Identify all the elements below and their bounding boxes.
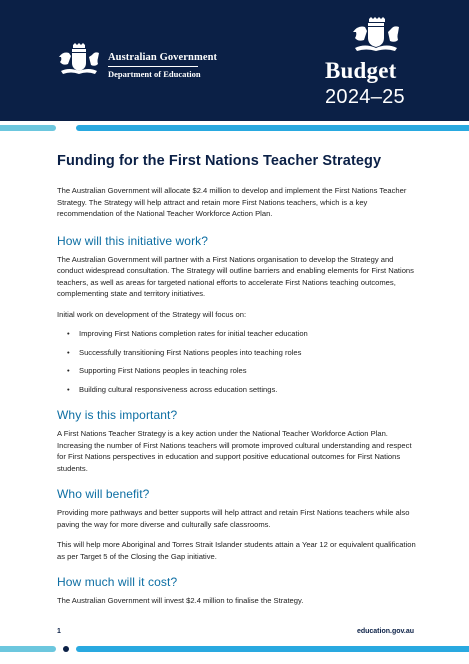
document-title: Funding for the First Nations Teacher Strategy bbox=[57, 153, 382, 169]
section-paragraph: The Australian Government will partner with a First Nations organisation to develop the Strategy and conduct widespread consultation. The Strategy will outline barriers and enabling elements for First Nations teachers, as well as areas for targeted national efforts to accelerate First Nations teaching outcomes, complementing state and territory initiatives. bbox=[57, 254, 414, 298]
list-item: • Improving First Nations completion rates for initial teacher education bbox=[67, 329, 308, 338]
band-segment-right bbox=[76, 125, 469, 131]
budget-crest-icon bbox=[351, 16, 401, 56]
document-body bbox=[57, 153, 417, 620]
list-item: • Supporting First Nations peoples in teaching roles bbox=[67, 366, 247, 375]
intro-paragraph: The Australian Government will allocate $2.4 million to develop and implement the First Nations Teacher Strategy. The Strategy will help attract and retain more First Nations teachers, which is a key recommendation of the National Teacher Workforce Action Plan. bbox=[57, 186, 407, 218]
list-item: • Successfully transitioning First Nations peoples into teaching roles bbox=[67, 347, 302, 357]
budget-year: 2024–25 bbox=[325, 86, 405, 108]
section-paragraph: The Australian Government will invest $2.4 million to finalise the Strategy. bbox=[57, 596, 304, 605]
wordmark-divider bbox=[108, 66, 198, 67]
section-how-it-works bbox=[57, 234, 417, 396]
bullet-icon: • bbox=[67, 366, 70, 375]
band-segment-left bbox=[0, 646, 56, 652]
section-heading: Why is this important? bbox=[57, 408, 178, 422]
section-heading: How will this initiative work? bbox=[57, 233, 209, 248]
section-heading: How much will it cost? bbox=[57, 575, 178, 589]
band-dot bbox=[63, 125, 69, 131]
footer-url-link[interactable]: education.gov.au bbox=[356, 628, 414, 635]
top-decorative-band bbox=[0, 125, 469, 131]
bullet-icon: • bbox=[67, 329, 70, 338]
section-why-important bbox=[57, 408, 417, 474]
section-heading: Who will benefit? bbox=[57, 487, 150, 501]
band-segment-left bbox=[0, 125, 56, 131]
focus-list bbox=[57, 328, 417, 395]
band-segment-right bbox=[76, 646, 469, 652]
bullet-icon: • bbox=[67, 347, 70, 357]
band-dot bbox=[63, 646, 69, 652]
section-cost bbox=[57, 575, 417, 607]
section-paragraph: A First Nations Teacher Strategy is a key action under the National Teacher Workforce Action Plan. Increasing the number of First Nations teachers will promote improved cultural understanding and respect for First Nations perspectives in education and support positive educational outcomes for First Nations students. bbox=[57, 429, 412, 473]
budget-title: Budget bbox=[325, 58, 397, 83]
page-number: 1 bbox=[57, 628, 61, 635]
section-paragraph: This will help more Aboriginal and Torres Strait Islander students attain a Year 12 or equivalent qualification as per Target 5 of the Closing the Gap initiative. bbox=[57, 540, 416, 561]
bullet-icon: • bbox=[67, 384, 70, 394]
header-banner bbox=[0, 0, 469, 121]
government-wordmark bbox=[108, 52, 217, 79]
government-name: Australian Government bbox=[108, 52, 218, 63]
department-name: Department of Education bbox=[108, 69, 201, 79]
section-paragraph: Initial work on development of the Strategy will focus on: bbox=[57, 309, 247, 319]
section-who-benefits bbox=[57, 487, 417, 562]
bottom-decorative-band bbox=[0, 646, 469, 652]
section-paragraph: Providing more pathways and better supports will help attract and retain First Nations teachers while also paving the way for more diverse and culturally safe classrooms. bbox=[57, 508, 410, 529]
coat-of-arms-icon bbox=[57, 43, 101, 79]
list-item: • Building cultural responsiveness across education settings. bbox=[67, 384, 278, 394]
